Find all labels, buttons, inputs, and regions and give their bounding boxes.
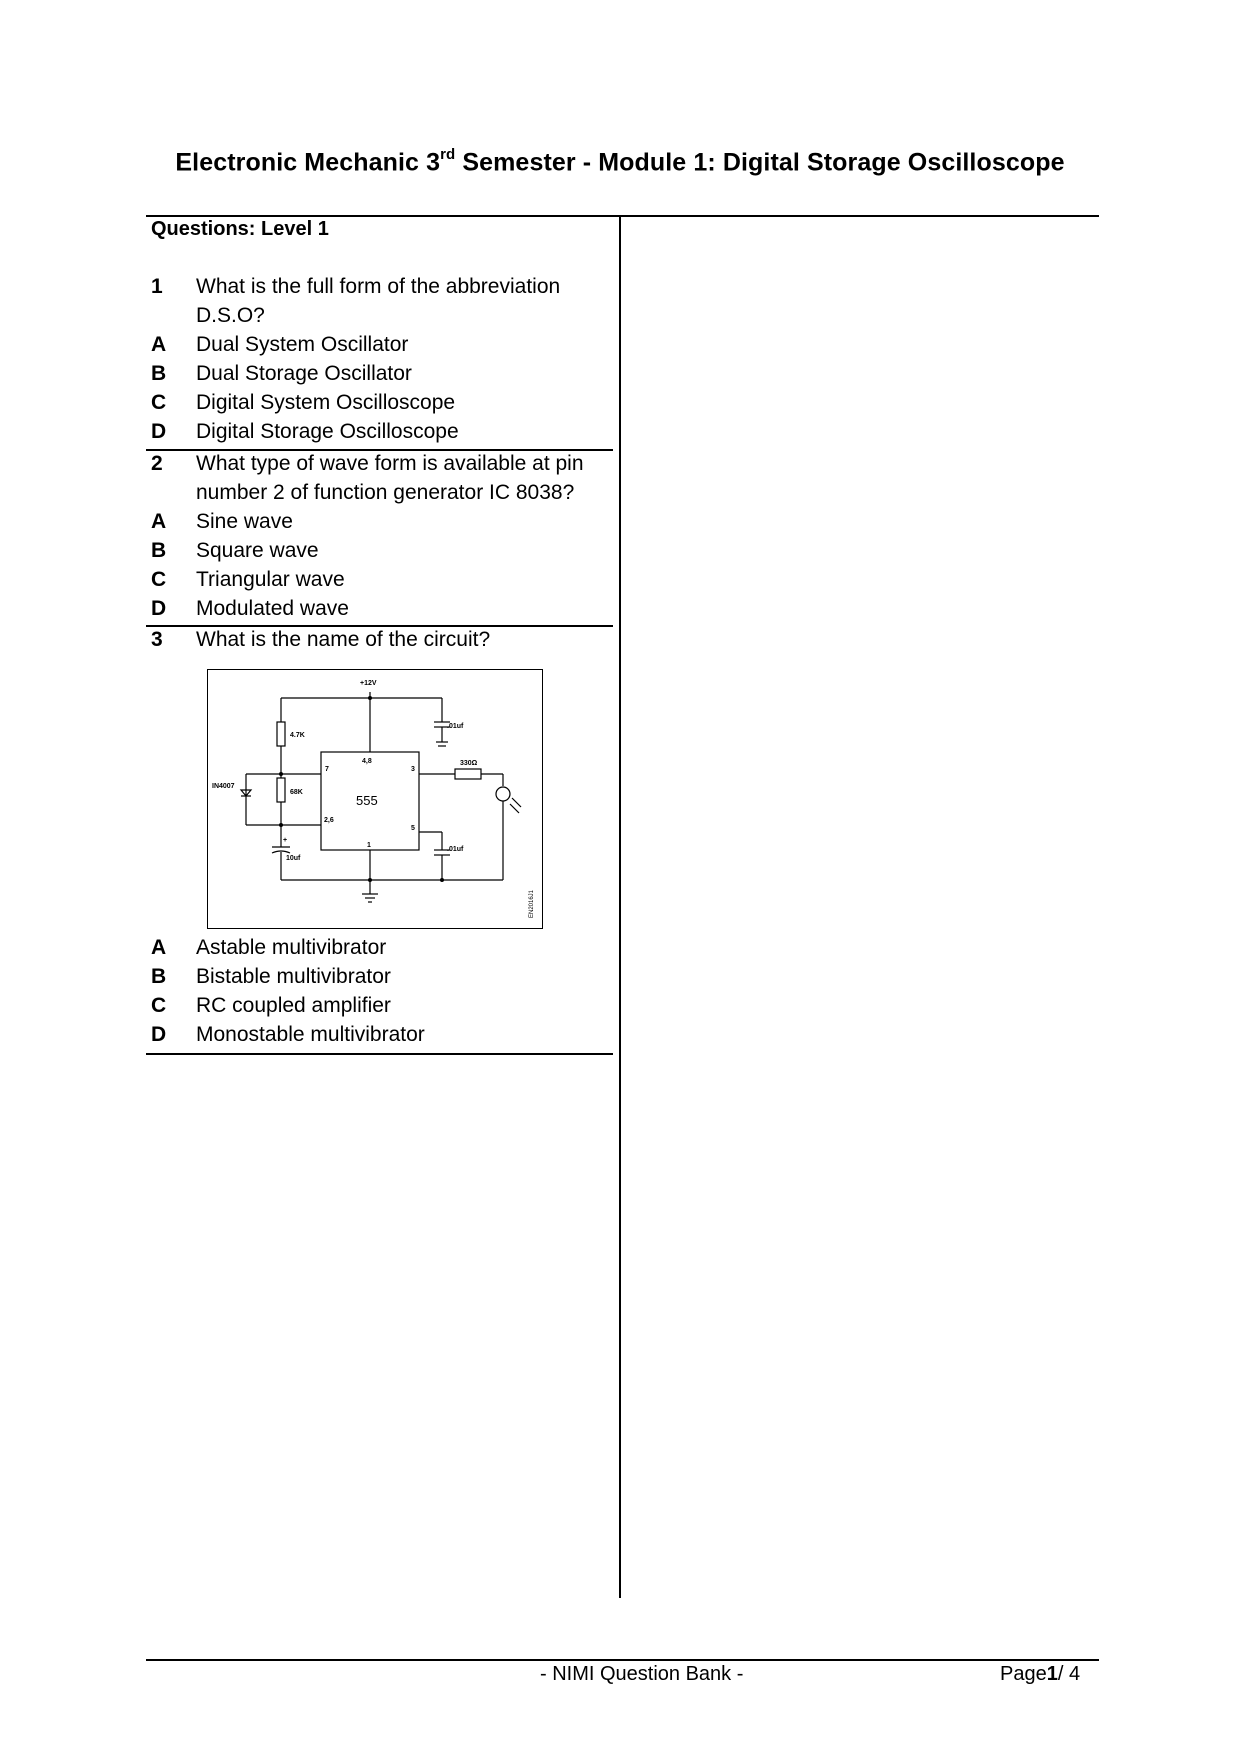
question-text-line: What is the name of the circuit? <box>196 628 491 651</box>
option-label: B <box>151 362 167 385</box>
option-label: D <box>151 597 167 620</box>
page-title <box>0 148 1240 177</box>
label-plus: + <box>283 837 288 844</box>
option-label: A <box>151 333 167 356</box>
option-label: C <box>151 994 167 1017</box>
section-heading: Questions: Level 1 <box>151 218 329 240</box>
option-text: Digital System Oscilloscope <box>196 391 456 414</box>
label-figure-code: EN2016J1 <box>529 889 535 918</box>
page-current: 1 <box>1046 1663 1058 1685</box>
title-part1: Electronic Mechanic 3 <box>175 148 441 177</box>
label-pin1: 1 <box>367 842 371 849</box>
circuit-diagram <box>207 669 543 929</box>
footer-source: - NIMI Question Bank - <box>540 1663 744 1685</box>
question-text-line: D.S.O? <box>196 304 265 327</box>
footer-page-number <box>1000 1663 1080 1686</box>
circuit-svg <box>208 670 541 927</box>
label-pin7: 7 <box>325 766 329 773</box>
option-label: D <box>151 1023 167 1046</box>
footer-rule <box>146 1659 1099 1661</box>
label-r1: 4.7K <box>290 732 305 739</box>
question-separator <box>146 1053 613 1055</box>
option-label: A <box>151 936 167 959</box>
page-prefix: Page <box>1000 1663 1047 1685</box>
option-text: Dual System Oscillator <box>196 333 409 356</box>
question-text-line: What type of wave form is available at pin <box>196 452 584 475</box>
option-label: D <box>151 420 167 443</box>
option-text: Square wave <box>196 539 319 562</box>
label-c-bottom: .01uf <box>447 846 464 853</box>
option-label: B <box>151 965 167 988</box>
option-label: B <box>151 539 167 562</box>
label-pins-top: 4,8 <box>362 758 372 765</box>
label-r-led: 330Ω <box>460 760 478 767</box>
question-number: 3 <box>151 628 163 651</box>
option-text: Bistable multivibrator <box>196 965 391 988</box>
option-text: Sine wave <box>196 510 293 533</box>
question-number: 1 <box>151 275 163 298</box>
column-divider <box>619 215 621 1598</box>
option-label: C <box>151 391 167 414</box>
label-c-top: .01uf <box>447 723 464 730</box>
question-text-line: What is the full form of the abbreviation <box>196 275 561 298</box>
option-text: Triangular wave <box>196 568 345 591</box>
label-pin5: 5 <box>411 825 415 832</box>
header-rule <box>146 215 1099 217</box>
option-text: Modulated wave <box>196 597 349 620</box>
page-suffix: / 4 <box>1057 1663 1081 1685</box>
option-text: Dual Storage Oscillator <box>196 362 412 385</box>
question-number: 2 <box>151 452 163 475</box>
title-part2: Semester - Module 1: Digital Storage Oscilloscope <box>455 148 1065 177</box>
label-r2: 68K <box>290 789 303 796</box>
option-label: A <box>151 510 167 533</box>
label-pin3: 3 <box>411 766 415 773</box>
option-text: RC coupled amplifier <box>196 994 391 1017</box>
title-superscript: rd <box>440 146 456 163</box>
label-supply: +12V <box>360 680 377 687</box>
label-diode: IN4007 <box>212 783 235 790</box>
option-text: Astable multivibrator <box>196 936 387 959</box>
label-pins-26: 2,6 <box>324 817 334 824</box>
question-text-line: number 2 of function generator IC 8038? <box>196 481 575 504</box>
option-text: Monostable multivibrator <box>196 1023 425 1046</box>
label-c-timing: 10uf <box>286 855 301 862</box>
option-label: C <box>151 568 167 591</box>
option-text: Digital Storage Oscilloscope <box>196 420 459 443</box>
label-ic: 555 <box>356 793 378 808</box>
